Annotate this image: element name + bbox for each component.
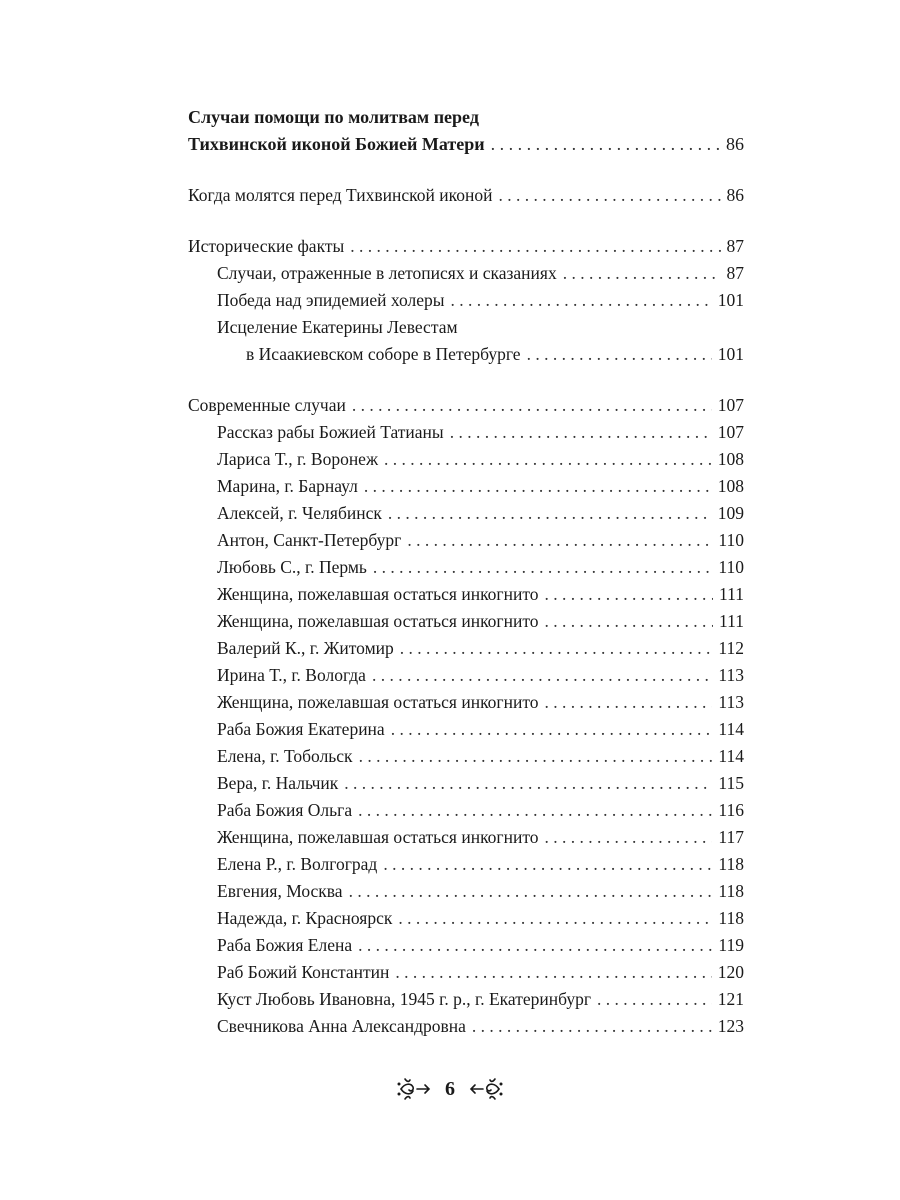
- dot-leader: [563, 260, 721, 287]
- toc-subentry[interactable]: [188, 473, 744, 500]
- toc-entry-title: Алексей, г. Челябинск: [217, 503, 382, 523]
- toc-page-number: 86: [726, 185, 744, 205]
- toc-subentry[interactable]: [188, 1013, 744, 1040]
- toc-entry-title: Раб Божий Константин: [217, 962, 390, 982]
- dot-leader: [398, 905, 712, 932]
- toc-page-number: 116: [718, 800, 744, 820]
- toc-subentry[interactable]: [188, 770, 744, 797]
- toc-entry[interactable]: [188, 233, 744, 260]
- dot-leader: [383, 851, 712, 878]
- toc-page-number: 107: [717, 395, 744, 415]
- toc-subentry[interactable]: [188, 581, 744, 608]
- toc-subentry[interactable]: [188, 824, 744, 851]
- page-footer: [0, 1074, 900, 1109]
- toc-page-number: 87: [726, 236, 744, 256]
- toc-page-number: 107: [717, 422, 744, 442]
- toc-entry[interactable]: [188, 182, 744, 209]
- toc-subentry[interactable]: [188, 500, 744, 527]
- toc-entry-title: Ирина Т., г. Вологда: [217, 665, 366, 685]
- dot-leader: [472, 1013, 712, 1040]
- toc-page-number: 117: [718, 827, 744, 847]
- toc-entry-title: Евгения, Москва: [217, 881, 343, 901]
- toc-subentry-line1: [188, 314, 744, 341]
- toc-entry-title: Исторические факты: [188, 236, 345, 256]
- floral-ornament-icon: [395, 1074, 435, 1104]
- dot-leader: [373, 554, 712, 581]
- dot-leader: [372, 662, 712, 689]
- dot-leader: [545, 581, 714, 608]
- toc-entry-title: Марина, г. Барнаул: [217, 476, 358, 496]
- toc-entry-title: Надежда, г. Красноярск: [217, 908, 393, 928]
- toc-entry-title: Женщина, пожелавшая остаться инкогнито: [217, 584, 539, 604]
- toc-page-number: 118: [718, 854, 744, 874]
- toc-subentry[interactable]: [188, 446, 744, 473]
- table-of-contents: [188, 104, 744, 1040]
- toc-entry-title: Елена, г. Тобольск: [217, 746, 353, 766]
- dot-leader: [391, 716, 713, 743]
- dot-leader: [491, 131, 720, 158]
- toc-subentry[interactable]: [188, 260, 744, 287]
- dot-leader: [527, 341, 712, 368]
- toc-entry-title: Лариса Т., г. Воронеж: [217, 449, 379, 469]
- toc-entry[interactable]: [188, 392, 744, 419]
- toc-subentry[interactable]: [188, 959, 744, 986]
- dot-leader: [358, 932, 712, 959]
- toc-subentry[interactable]: [188, 797, 744, 824]
- toc-subentry[interactable]: [188, 419, 744, 446]
- toc-entry-title: Елена Р., г. Волгоград: [217, 854, 378, 874]
- toc-entry-title: Любовь С., г. Пермь: [217, 557, 367, 577]
- toc-subentry-line2[interactable]: [188, 341, 744, 368]
- toc-subentry-list: [188, 419, 744, 1040]
- toc-entry-title: Женщина, пожелавшая остаться инкогнито: [217, 611, 539, 631]
- toc-page-number: 120: [717, 962, 744, 982]
- toc-subentry[interactable]: [188, 689, 744, 716]
- toc-page-number: 113: [718, 692, 744, 712]
- toc-entry-title: Современные случаи: [188, 395, 346, 415]
- toc-page-number: 108: [717, 476, 744, 496]
- toc-entry-title: Антон, Санкт-Петербург: [217, 530, 402, 550]
- dot-leader: [545, 824, 713, 851]
- toc-page-number: 111: [719, 611, 744, 631]
- toc-subentry[interactable]: [188, 905, 744, 932]
- toc-entry-title: Раба Божия Елена: [217, 935, 353, 955]
- toc-entry-title: Рассказ рабы Божией Татианы: [217, 422, 444, 442]
- toc-entry-title: Вера, г. Нальчик: [217, 773, 339, 793]
- toc-entry-title: в Исаакиевском соборе в Петербурге: [246, 344, 521, 364]
- toc-subentry[interactable]: [188, 716, 744, 743]
- toc-entry-title: Случаи, отраженные в летописях и сказаниях: [217, 263, 557, 283]
- dot-leader: [407, 527, 712, 554]
- toc-page-number: 114: [718, 719, 744, 739]
- toc-entry-title: Исцеление Екатерины Левестам: [217, 317, 458, 337]
- dot-leader: [450, 419, 712, 446]
- toc-entry-title: Когда молятся перед Тихвинской иконой: [188, 185, 493, 205]
- dot-leader: [364, 473, 712, 500]
- toc-subentry[interactable]: [188, 932, 744, 959]
- dot-leader: [451, 287, 712, 314]
- toc-entry-title: Куст Любовь Ивановна, 1945 г. р., г. Екатеринбург: [217, 989, 592, 1009]
- toc-entry-title: Валерий К., г. Житомир: [217, 638, 394, 658]
- toc-subentry[interactable]: [188, 287, 744, 314]
- dot-leader: [597, 986, 712, 1013]
- page-number: 6: [445, 1077, 455, 1100]
- toc-page-number: 86: [726, 134, 744, 154]
- dot-leader: [350, 233, 720, 260]
- dot-leader: [545, 608, 714, 635]
- toc-page-number: 112: [718, 638, 744, 658]
- toc-page-number: 101: [717, 344, 744, 364]
- toc-page-number: 113: [718, 665, 744, 685]
- toc-heading-line2[interactable]: [188, 131, 744, 158]
- toc-entry-title: Женщина, пожелавшая остаться инкогнито: [217, 692, 539, 712]
- toc-subentry[interactable]: [188, 608, 744, 635]
- toc-heading-line1: [188, 104, 744, 131]
- dot-leader: [349, 878, 713, 905]
- toc-page-number: 118: [718, 908, 744, 928]
- dot-leader: [545, 689, 713, 716]
- toc-page-number: 111: [719, 584, 744, 604]
- toc-subentry[interactable]: [188, 662, 744, 689]
- toc-page-number: 115: [718, 773, 744, 793]
- dot-leader: [344, 770, 712, 797]
- dot-leader: [395, 959, 711, 986]
- toc-subentry[interactable]: [188, 635, 744, 662]
- dot-leader: [388, 500, 712, 527]
- toc-page-number: 119: [718, 935, 744, 955]
- dot-leader: [498, 182, 720, 209]
- dot-leader: [384, 446, 712, 473]
- toc-page-number: 123: [717, 1016, 744, 1036]
- toc-page-number: 118: [718, 881, 744, 901]
- toc-page-number: 101: [717, 290, 744, 310]
- toc-page-number: 108: [717, 449, 744, 469]
- toc-heading-text: Тихвинской иконой Божией Матери: [188, 134, 485, 154]
- dot-leader: [352, 392, 712, 419]
- toc-entry-title: Женщина, пожелавшая остаться инкогнито: [217, 827, 539, 847]
- toc-page-number: 114: [718, 746, 744, 766]
- toc-page-number: 109: [717, 503, 744, 523]
- toc-entry-title: Раба Божия Екатерина: [217, 719, 385, 739]
- toc-subentry[interactable]: [188, 527, 744, 554]
- toc-heading-text: Случаи помощи по молитвам перед: [188, 107, 479, 127]
- toc-page-number: 87: [726, 263, 744, 283]
- toc-page-number: 110: [718, 530, 744, 550]
- toc-subentry[interactable]: [188, 851, 744, 878]
- toc-subentry[interactable]: [188, 554, 744, 581]
- floral-ornament-icon: [465, 1074, 505, 1104]
- dot-leader: [359, 743, 713, 770]
- toc-entry-title: Свечникова Анна Александровна: [217, 1016, 466, 1036]
- toc-entry-title: Раба Божия Ольга: [217, 800, 353, 820]
- toc-subentry[interactable]: [188, 986, 744, 1013]
- toc-page-number: 121: [717, 989, 744, 1009]
- dot-leader: [400, 635, 713, 662]
- toc-entry-title: Победа над эпидемией холеры: [217, 290, 445, 310]
- toc-subentry[interactable]: [188, 743, 744, 770]
- toc-subentry[interactable]: [188, 878, 744, 905]
- dot-leader: [358, 797, 712, 824]
- toc-page-number: 110: [718, 557, 744, 577]
